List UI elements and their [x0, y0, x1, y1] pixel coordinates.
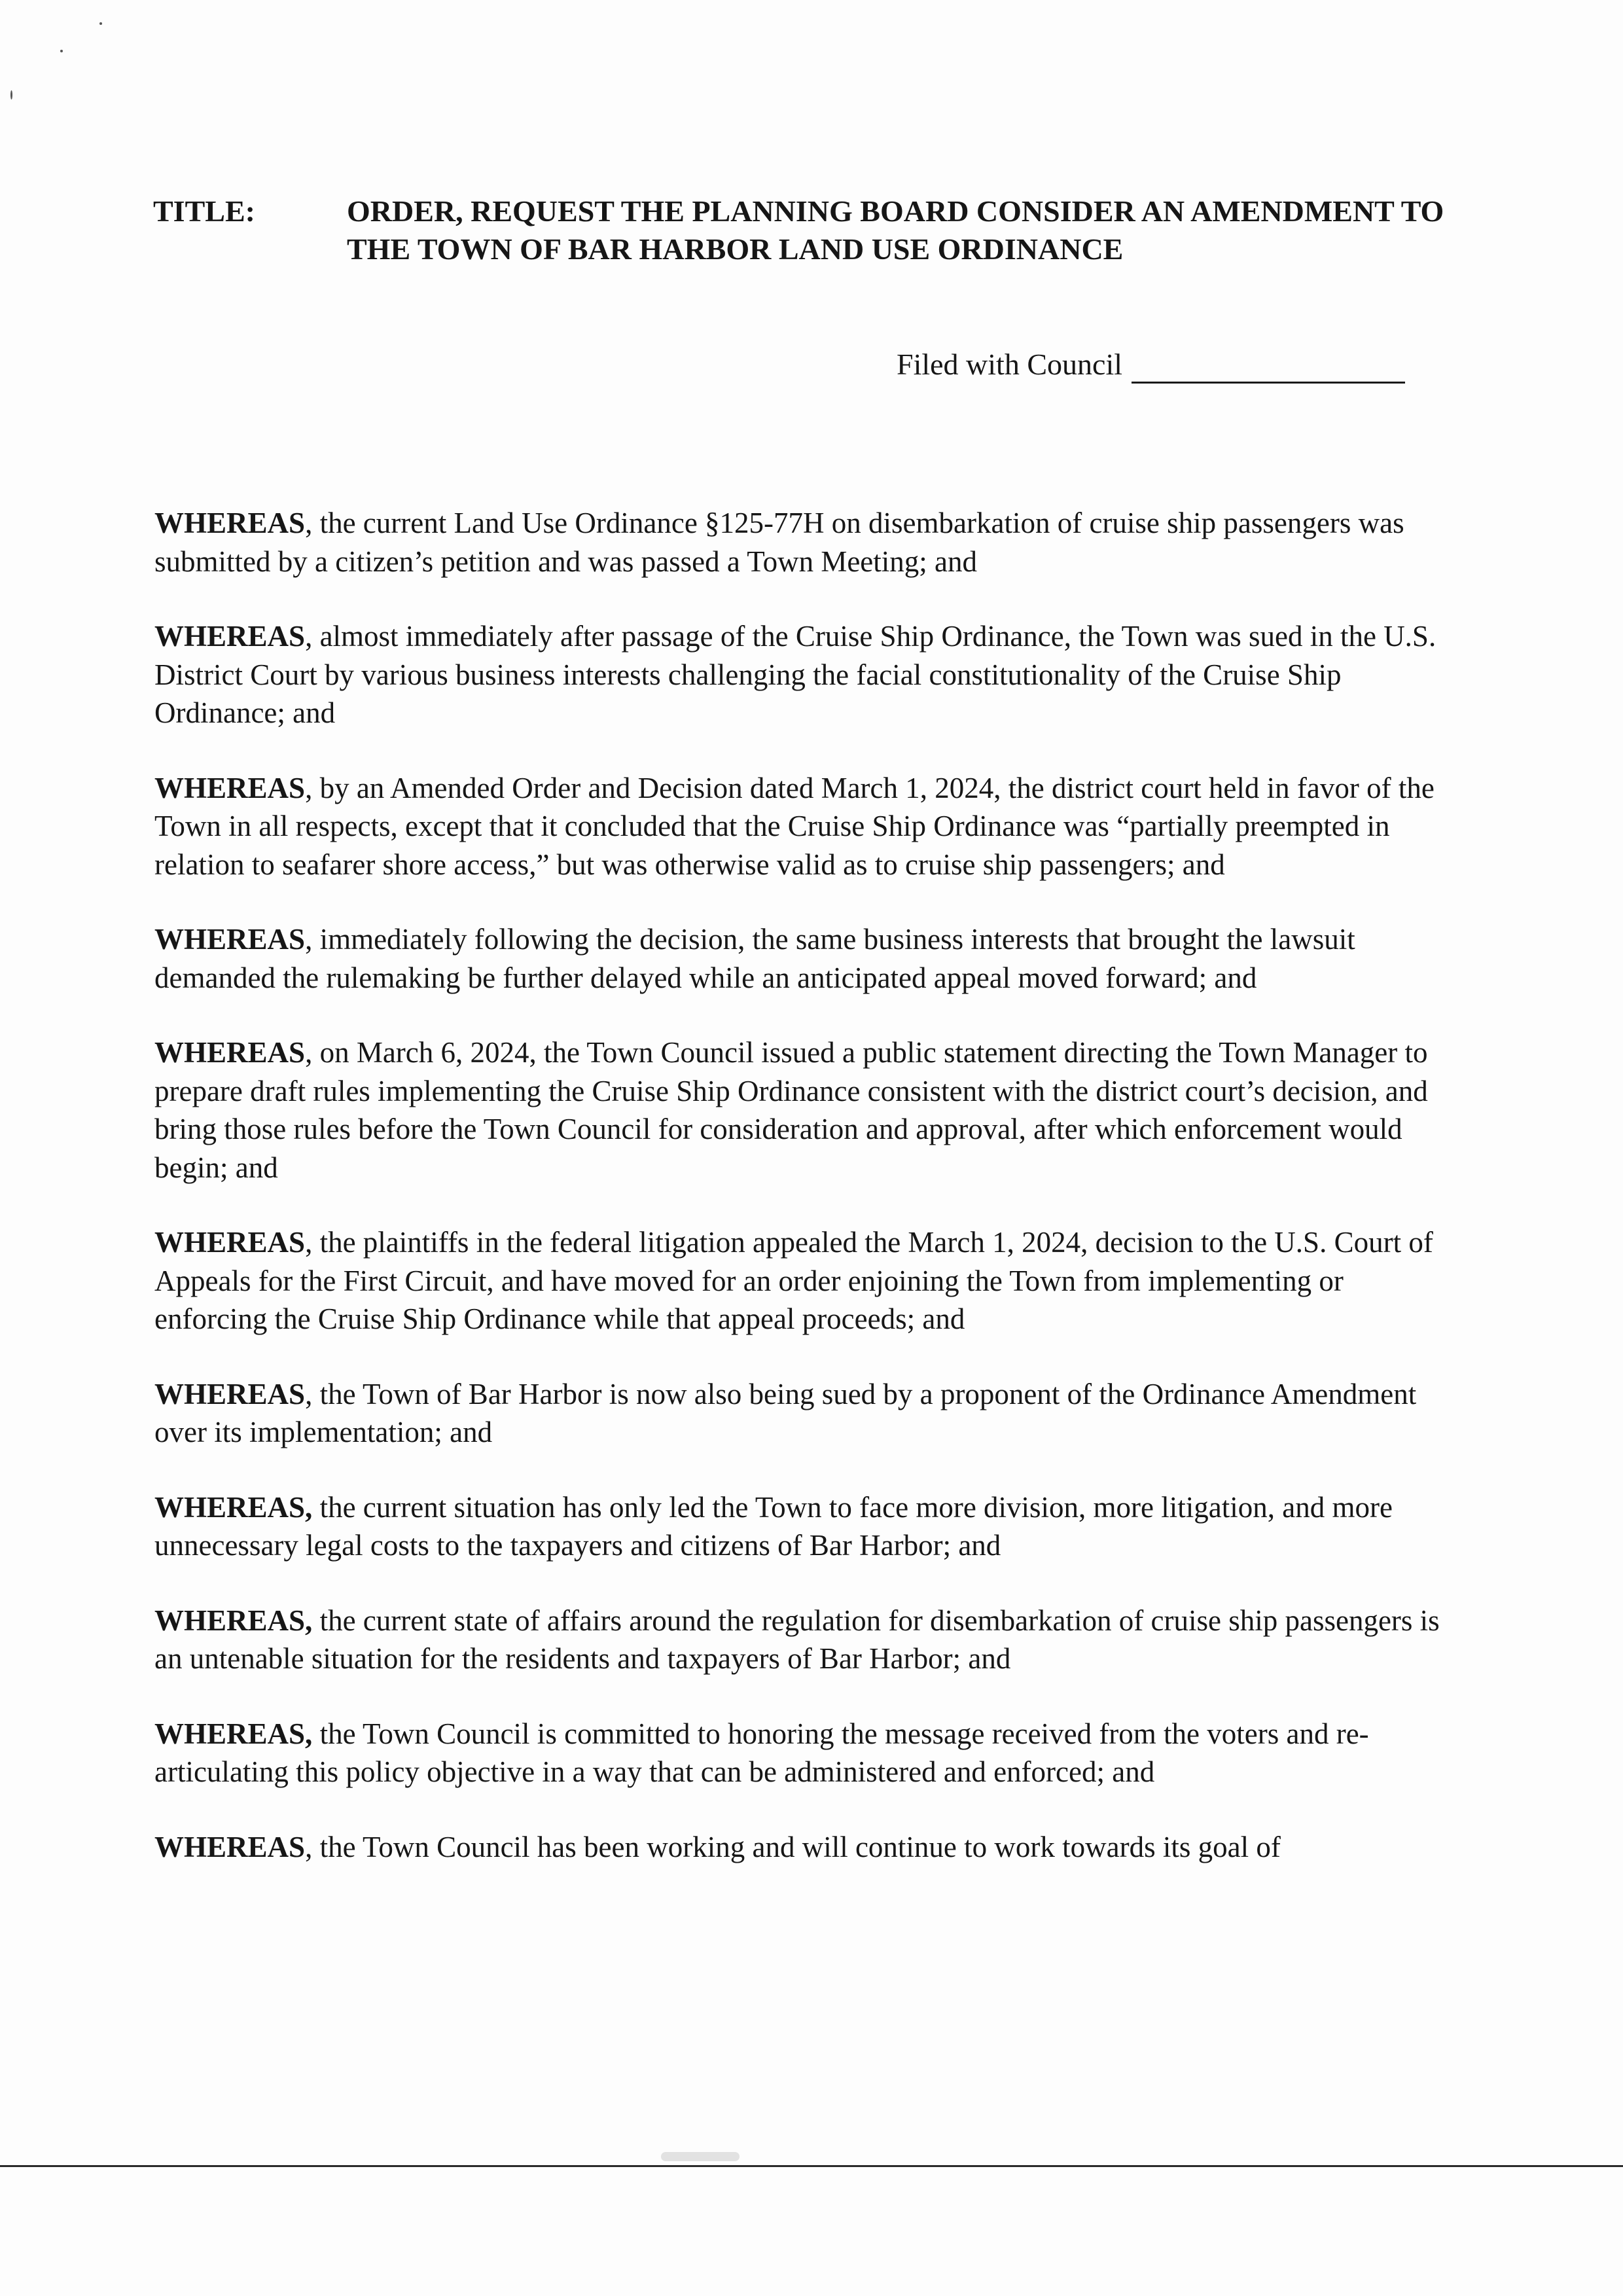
- whereas-lead: WHEREAS: [154, 923, 306, 956]
- whereas-clause: [154, 504, 1463, 581]
- whereas-lead: WHEREAS,: [154, 1717, 313, 1750]
- whereas-clause: [154, 920, 1463, 997]
- whereas-clause: [154, 1488, 1463, 1565]
- whereas-lead: WHEREAS: [154, 1377, 306, 1410]
- scan-smudge: [661, 2152, 740, 2161]
- whereas-lead: WHEREAS: [154, 507, 306, 539]
- scan-speck: [10, 90, 12, 99]
- whereas-text: , on March 6, 2024, the Town Council issued a public statement directing the Town Manager to prepare draft rules implementing the Cruise Ship Ordinance consistent with the district court’s decision, and bring those rules before the Town Council for consideration and approval, after which enforcement would begin; and: [154, 1036, 1428, 1184]
- scan-speck: [60, 50, 63, 52]
- whereas-text: , the current Land Use Ordinance §125-77H on disembarkation of cruise ship passengers was submitted by a citizen’s petition and was passed a Town Meeting; and: [154, 507, 1404, 578]
- whereas-clause: [154, 1375, 1463, 1452]
- whereas-text: the current situation has only led the Town to face more division, more litigation, and more unnecessary legal costs to the taxpayers and citizens of Bar Harbor; and: [154, 1490, 1393, 1562]
- whereas-lead: WHEREAS,: [154, 1604, 313, 1637]
- filed-label: Filed with Council: [897, 348, 1122, 381]
- title-label: TITLE:: [153, 194, 255, 228]
- whereas-clause: [154, 769, 1463, 884]
- whereas-clause: [154, 617, 1463, 732]
- filed-date-blank-line: [1132, 350, 1405, 384]
- whereas-lead: WHEREAS: [154, 620, 306, 653]
- whereas-clause: [154, 1602, 1463, 1678]
- whereas-text: , the plaintiffs in the federal litigation appealed the March 1, 2024, decision to the U.S. Court of Appeals for the First Circuit, and have moved for an order enjoining the Town from implementing or enforcing the Cruise Ship Ordinance while that appeal proceeds; and: [154, 1226, 1433, 1335]
- whereas-text: , immediately following the decision, the same business interests that brought the lawsuit demanded the rulemaking be further delayed while an anticipated appeal moved forward; and: [154, 923, 1355, 994]
- whereas-clause: [154, 1223, 1463, 1338]
- whereas-clause: [154, 1828, 1463, 1867]
- whereas-lead: WHEREAS: [154, 1226, 306, 1259]
- whereas-text: the Town Council is committed to honoring the message received from the voters and re-articulating this policy objective in a way that can be administered and enforced; and: [154, 1717, 1369, 1788]
- whereas-lead: WHEREAS,: [154, 1490, 313, 1524]
- whereas-clause: [154, 1715, 1463, 1791]
- whereas-clauses: [154, 504, 1463, 1903]
- scan-speck: [99, 22, 102, 25]
- whereas-lead: WHEREAS: [154, 1036, 306, 1069]
- whereas-text: , the Town of Bar Harbor is now also being sued by a proponent of the Ordinance Amendment over its implementation; and: [154, 1377, 1417, 1448]
- page-bottom-rule: [0, 2165, 1623, 2167]
- filed-with-council: [897, 346, 1405, 384]
- title-text: ORDER, REQUEST THE PLANNING BOARD CONSIDER AN AMENDMENT TO THE TOWN OF BAR HARBOR LAND USE ORDINANCE: [347, 194, 1444, 266]
- whereas-text: , by an Amended Order and Decision dated March 1, 2024, the district court held in favor of the Town in all respects, except that it concluded that the Cruise Ship Ordinance was “partially preempted in relation to seafarer shore access,” but was otherwise valid as to cruise ship passengers; and: [154, 771, 1435, 881]
- whereas-lead: WHEREAS: [154, 771, 306, 804]
- whereas-clause: [154, 1033, 1463, 1187]
- whereas-text: , almost immediately after passage of the Cruise Ship Ordinance, the Town was sued in the U.S. District Court by various business interests challenging the facial constitutionality of the Cruise Ship Ordinance; and: [154, 620, 1436, 729]
- whereas-text: the current state of affairs around the regulation for disembarkation of cruise ship passengers is an untenable situation for the residents and taxpayers of Bar Harbor; and: [154, 1604, 1440, 1675]
- whereas-text: , the Town Council has been working and will continue to work towards its goal of: [305, 1830, 1281, 1863]
- whereas-lead: WHEREAS: [154, 1830, 306, 1863]
